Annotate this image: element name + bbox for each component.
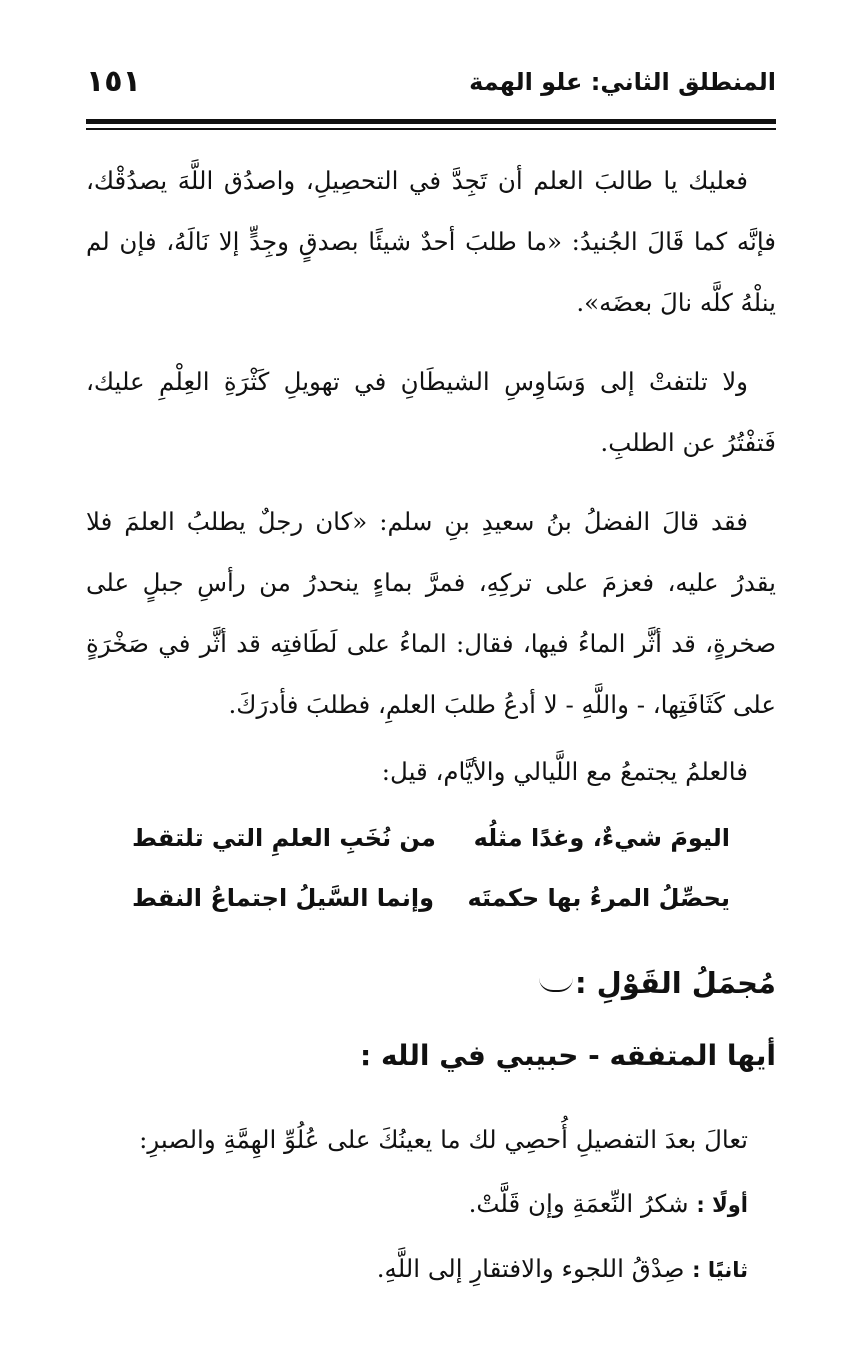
list-item-lead: أولًا : [696, 1193, 748, 1217]
list-item-lead: ثانيًا : [692, 1258, 748, 1282]
verse-hemistich-second: وإنما السَّيلُ اجتماعُ النقط [132, 884, 435, 912]
paragraph-whispers: ولا تلتفتْ إلى وَسَاوِسِ الشيطَانِ في تهويلِ كَثْرَةِ العِلْمِ عليك، فَتفْتُرُ عن الطلبِ. [86, 367, 776, 457]
heading-swash-ornament [539, 978, 573, 992]
paragraph-story: فقد قالَ الفضلُ بنُ سعيدِ بنِ سلم: «كان رجلٌ يطلبُ العلمَ فلا يقدرُ عليه، فعزمَ على تركِهِ، فمرَّ بماءٍ ينحدرُ من رأسِ جبلٍ على صخرةٍ، قد أثَّر الماءُ فيها، فقال: الماءُ على لَطَافتِه قد أثَّر في صَخْرَةٍ على كَثَافَتِها، - واللَّهِ - لا أدعُ طلبَ العلمِ، فطلبَ فأدرَكَ. [86, 507, 776, 719]
page-body [86, 150, 776, 1302]
list-intro: تعالَ بعدَ التفصيلِ أُحصِي لك ما يعينُكَ على عُلُوِّ الهِمَّةِ والصبرِ: [139, 1125, 748, 1154]
section-heading [86, 950, 776, 1016]
list-item [86, 1172, 776, 1237]
list-item-text: صِدْقُ اللجوء والافتقارِ إلى اللَّهِ. [376, 1254, 685, 1283]
list-item-text: شكرُ النِّعمَةِ وإن قَلَّتْ. [468, 1189, 689, 1218]
verse-hemistich-first: يحصِّلُ المرءُ بها حكمتَه [467, 884, 730, 912]
verse-hemistich-first: اليومَ شيءٌ، وغدًا مثلُه [473, 824, 730, 852]
verse-line [132, 868, 730, 928]
list-item [86, 1237, 776, 1302]
paragraph-diligence: فعليك يا طالبَ العلم أن تَجِدَّ في التحصِيلِ، واصدُق اللَّهَ يصدُقْك، فإنَّه كما قَالَ الجُنيدُ: «ما طلبَ أحدٌ شيئًا بصدقٍ وجِدٍّ إلا نَالَهُ، فإن لم ينلْهُ كلَّه نالَ بعضَه». [86, 166, 776, 317]
subheading: أيها المتفقه - حبيبي في الله : [360, 1039, 776, 1072]
running-title: المنطلق الثاني: علو الهمة [469, 68, 776, 96]
page-number: ١٥١ [86, 64, 141, 99]
header-rule-thick [86, 119, 776, 124]
section-heading-text: مُجمَلُ القَوْلِ : [574, 966, 776, 1000]
page-header [86, 62, 776, 102]
poem [86, 808, 776, 928]
verse-hemistich-second: من نُخَبِ العلمِ التي تلتقط [132, 824, 436, 852]
verse-line [132, 808, 730, 868]
header-rule-thin [86, 128, 776, 130]
paragraph-verse-intro: فالعلمُ يجتمعُ مع اللَّيالي والأيَّام، قيل: [381, 757, 748, 786]
